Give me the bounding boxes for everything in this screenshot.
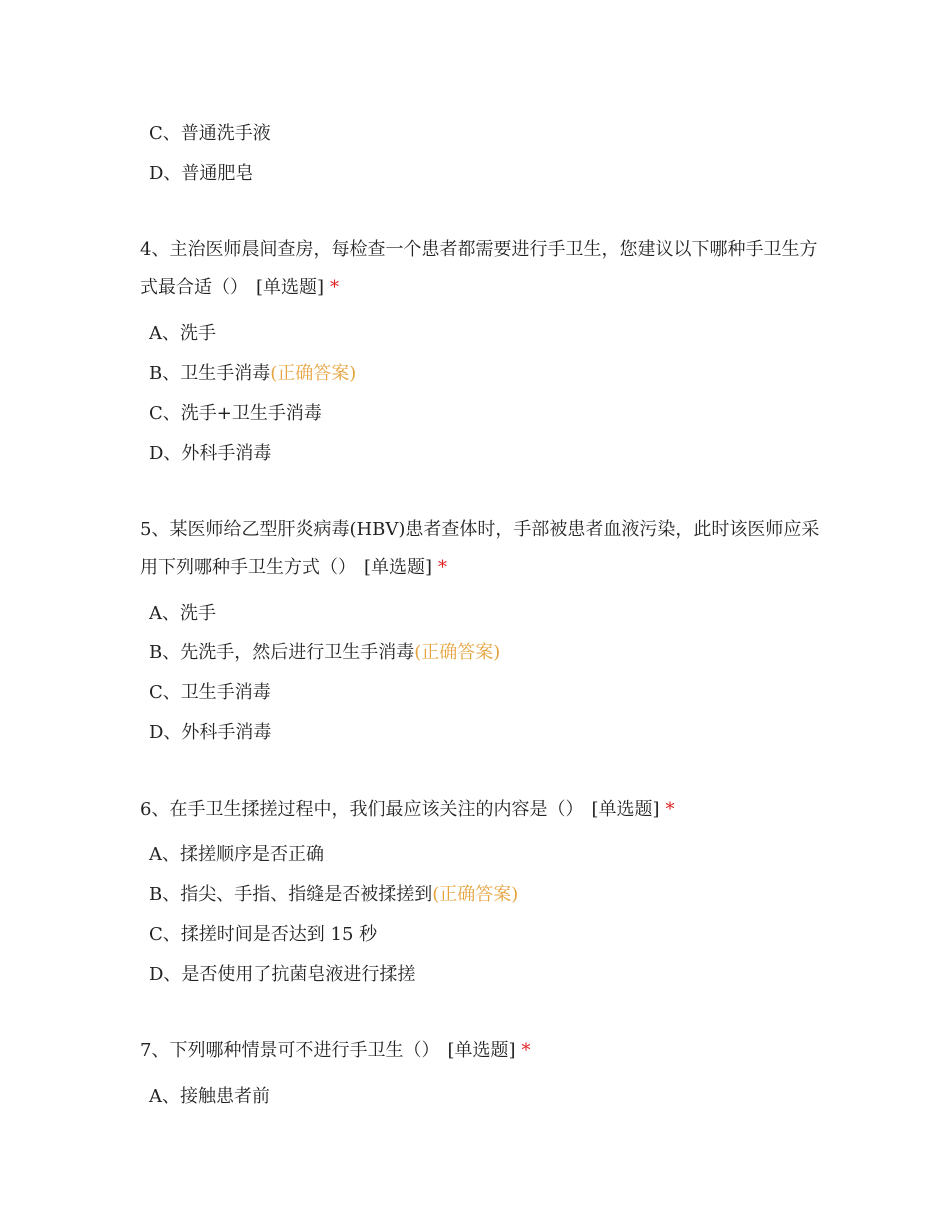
correct-answer-label: (正确答案) [270,363,357,384]
question-4 [140,231,820,307]
question-4-text: 4、主治医师晨间查房，每检查一个患者都需要进行手卫生，您建议以下哪种手卫生方式最合适（） [140,239,818,298]
question-7-text: 7、下列哪种情景可不进行手卫生（） [140,1040,440,1061]
q4-option-a[interactable]: A、洗手 [149,323,216,344]
question-type-tag: [单选题] [364,557,433,578]
question-5 [140,511,820,587]
q7-option-a[interactable]: A、接触患者前 [149,1086,270,1107]
q6-option-c[interactable]: C、揉搓时间是否达到 15 秒 [149,924,378,945]
q5-option-a[interactable]: A、洗手 [149,603,216,624]
q6-option-a[interactable]: A、揉搓顺序是否正确 [149,844,324,865]
q5-option-d[interactable]: D、外科手消毒 [149,722,272,743]
q5-option-c[interactable]: C、卫生手消毒 [149,682,271,703]
q4-option-d[interactable]: D、外科手消毒 [149,443,272,464]
question-6-text: 6、在手卫生揉搓过程中，我们最应该关注的内容是（） [140,799,584,820]
correct-answer-label: (正确答案) [432,884,519,905]
q6-option-b[interactable]: B、指尖、手指、指缝是否被揉搓到(正确答案) [149,884,519,905]
required-mark: * [665,799,675,820]
q3-option-c[interactable]: C、普通洗手液 [149,123,271,144]
question-7 [140,1032,820,1070]
q4-option-c[interactable]: C、洗手+卫生手消毒 [149,403,322,424]
required-mark: * [438,557,448,578]
question-6 [140,791,820,829]
required-mark: * [330,277,340,298]
question-type-tag: [单选题] [447,1040,516,1061]
q4-option-b[interactable]: B、卫生手消毒(正确答案) [149,363,357,384]
required-mark: * [521,1040,531,1061]
question-type-tag: [单选题] [591,799,660,820]
q5-option-b[interactable]: B、先洗手，然后进行卫生手消毒(正确答案) [149,642,501,663]
q6-option-d[interactable]: D、是否使用了抗菌皂液进行揉搓 [149,964,416,985]
question-5-text: 5、某医师给乙型肝炎病毒(HBV)患者查体时，手部被患者血液污染，此时该医师应采用下列哪种手卫生方式（） [140,519,820,578]
q3-option-d[interactable]: D、普通肥皂 [149,163,254,184]
correct-answer-label: (正确答案) [414,642,501,663]
question-type-tag: [单选题] [256,277,325,298]
